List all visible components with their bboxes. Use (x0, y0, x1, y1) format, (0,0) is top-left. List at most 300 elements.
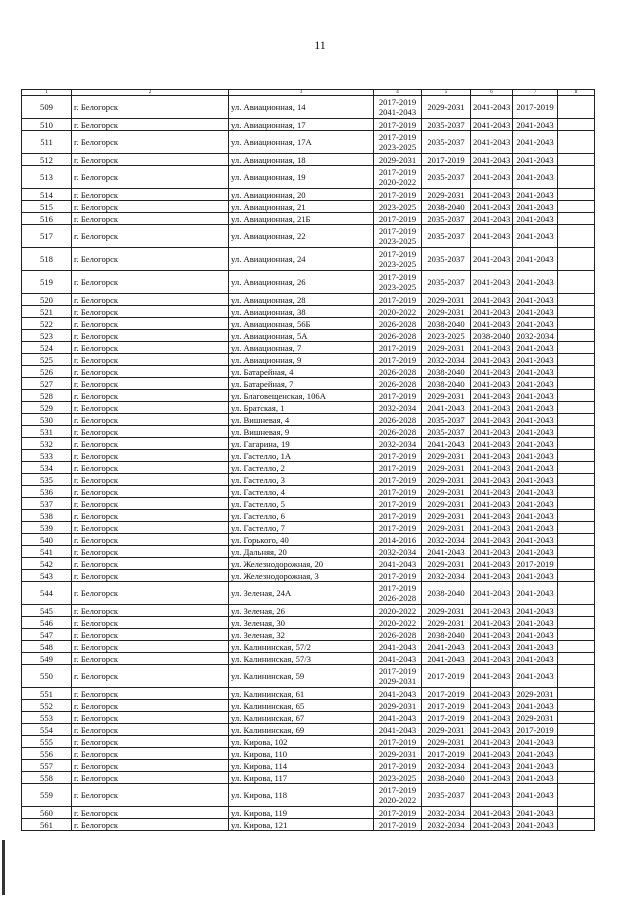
period-cell-4 (374, 819, 422, 831)
address-cell: ул. Кирова, 117 (229, 772, 374, 784)
period-cell-5: 2029-2031 (422, 724, 471, 736)
table-row (22, 201, 595, 213)
city-cell: г. Белогорск (72, 213, 229, 225)
row-number: 559 (22, 784, 72, 807)
row-number: 512 (22, 154, 72, 166)
note-cell (558, 213, 595, 225)
period-cell-5: 2017-2019 (422, 154, 471, 166)
period-value: 2017-2019 (378, 486, 417, 497)
note-cell (558, 736, 595, 748)
address-cell: ул. Благовещенская, 106А (229, 390, 374, 402)
address-cell: ул. Калининская, 67 (229, 712, 374, 724)
note-cell (558, 605, 595, 617)
table-row (22, 131, 595, 154)
table-row (22, 271, 595, 294)
period-cell-6: 2041-2043 (471, 760, 513, 772)
period-cell-4 (374, 271, 422, 294)
row-number: 518 (22, 248, 72, 271)
column-number: 5 (422, 90, 471, 96)
period-cell-6: 2041-2043 (471, 450, 513, 462)
address-cell: ул. Гастелло, 6 (229, 510, 374, 522)
period-cell-7: 2041-2043 (513, 402, 558, 414)
city-cell: г. Белогорск (72, 248, 229, 271)
note-cell (558, 131, 595, 154)
period-cell-7: 2041-2043 (513, 213, 558, 225)
note-cell (558, 96, 595, 119)
period-cell-4 (374, 498, 422, 510)
period-value: 2017-2019 (378, 97, 417, 107)
city-cell: г. Белогорск (72, 225, 229, 248)
period-cell-5: 2029-2031 (422, 510, 471, 522)
row-number: 554 (22, 724, 72, 736)
period-value: 2020-2022 (378, 177, 417, 187)
period-cell-7: 2017-2019 (513, 724, 558, 736)
period-cell-6: 2041-2043 (471, 748, 513, 760)
period-cell-4 (374, 378, 422, 390)
table-body (22, 90, 595, 831)
note-cell (558, 641, 595, 653)
column-number: 6 (471, 90, 513, 96)
note-cell (558, 438, 595, 450)
period-cell-7: 2041-2043 (513, 510, 558, 522)
note-cell (558, 748, 595, 760)
row-number: 531 (22, 426, 72, 438)
period-cell-5: 2035-2037 (422, 426, 471, 438)
table-row (22, 760, 595, 772)
period-cell-4 (374, 96, 422, 119)
period-value: 2017-2019 (378, 450, 417, 461)
city-cell: г. Белогорск (72, 498, 229, 510)
address-cell: ул. Авиационная, 7 (229, 342, 374, 354)
city-cell: г. Белогорск (72, 748, 229, 760)
period-cell-6: 2041-2043 (471, 605, 513, 617)
row-number: 521 (22, 306, 72, 318)
period-cell-4 (374, 748, 422, 760)
period-cell-7: 2041-2043 (513, 474, 558, 486)
period-cell-7: 2041-2043 (513, 390, 558, 402)
city-cell: г. Белогорск (72, 582, 229, 605)
column-number: 8 (558, 90, 595, 96)
period-cell-5: 2038-2040 (422, 201, 471, 213)
period-value: 2041-2043 (378, 641, 417, 652)
address-cell: ул. Батарейная, 4 (229, 366, 374, 378)
address-cell: ул. Гастелло, 5 (229, 498, 374, 510)
period-cell-4 (374, 688, 422, 700)
period-cell-4 (374, 366, 422, 378)
period-cell-7: 2041-2043 (513, 119, 558, 131)
table-row (22, 665, 595, 688)
note-cell (558, 330, 595, 342)
row-number: 549 (22, 653, 72, 665)
table-row (22, 366, 595, 378)
city-cell: г. Белогорск (72, 510, 229, 522)
period-cell-7: 2041-2043 (513, 271, 558, 294)
period-cell-6: 2041-2043 (471, 96, 513, 119)
table-row (22, 546, 595, 558)
period-cell-5: 2035-2037 (422, 213, 471, 225)
period-cell-4 (374, 166, 422, 189)
address-cell: ул. Гагарина, 19 (229, 438, 374, 450)
city-cell: г. Белогорск (72, 807, 229, 819)
period-value: 2023-2025 (378, 201, 417, 212)
address-cell: ул. Вишневая, 9 (229, 426, 374, 438)
address-cell: ул. Авиационная, 19 (229, 166, 374, 189)
period-cell-4 (374, 510, 422, 522)
note-cell (558, 665, 595, 688)
period-cell-5: 2041-2043 (422, 438, 471, 450)
table-row (22, 306, 595, 318)
address-cell: ул. Железнодорожная, 3 (229, 570, 374, 582)
period-cell-5: 2029-2031 (422, 294, 471, 306)
row-number: 560 (22, 807, 72, 819)
city-cell: г. Белогорск (72, 119, 229, 131)
period-value: 2020-2022 (378, 617, 417, 628)
period-cell-5: 2023-2025 (422, 330, 471, 342)
address-cell: ул. Зеленая, 30 (229, 617, 374, 629)
row-number: 545 (22, 605, 72, 617)
table-row (22, 629, 595, 641)
table-row (22, 462, 595, 474)
period-value: 2026-2028 (378, 414, 417, 425)
period-cell-7: 2041-2043 (513, 354, 558, 366)
table-row (22, 486, 595, 498)
period-cell-7: 2017-2019 (513, 558, 558, 570)
table-row (22, 119, 595, 131)
table-row (22, 318, 595, 330)
row-number: 552 (22, 700, 72, 712)
note-cell (558, 784, 595, 807)
table-row (22, 450, 595, 462)
address-cell: ул. Авиационная, 17А (229, 131, 374, 154)
period-cell-5: 2017-2019 (422, 712, 471, 724)
period-cell-5: 2029-2031 (422, 462, 471, 474)
city-cell: г. Белогорск (72, 450, 229, 462)
column-number: 4 (374, 90, 422, 96)
period-cell-7: 2041-2043 (513, 653, 558, 665)
address-cell: ул. Кирова, 118 (229, 784, 374, 807)
table-row (22, 807, 595, 819)
period-cell-5: 2029-2031 (422, 96, 471, 119)
period-value: 2026-2028 (378, 378, 417, 389)
table-row (22, 498, 595, 510)
row-number: 517 (22, 225, 72, 248)
period-cell-4 (374, 225, 422, 248)
period-value: 2023-2025 (378, 259, 417, 269)
table-row (22, 474, 595, 486)
period-cell-6: 2041-2043 (471, 390, 513, 402)
address-cell: ул. Авиационная, 56Б (229, 318, 374, 330)
period-cell-4 (374, 772, 422, 784)
address-cell: ул. Авиационная, 21 (229, 201, 374, 213)
period-cell-7: 2041-2043 (513, 748, 558, 760)
address-cell: ул. Кирова, 121 (229, 819, 374, 831)
address-cell: ул. Братская, 1 (229, 402, 374, 414)
period-cell-7: 2041-2043 (513, 450, 558, 462)
period-cell-4 (374, 700, 422, 712)
period-cell-6: 2041-2043 (471, 131, 513, 154)
address-cell: ул. Авиационная, 28 (229, 294, 374, 306)
period-cell-5: 2041-2043 (422, 402, 471, 414)
address-cell: ул. Авиационная, 21Б (229, 213, 374, 225)
period-value: 2017-2019 (378, 522, 417, 533)
row-number: 537 (22, 498, 72, 510)
city-cell: г. Белогорск (72, 438, 229, 450)
period-cell-6: 2041-2043 (471, 294, 513, 306)
period-value: 2026-2028 (378, 366, 417, 377)
period-cell-6: 2041-2043 (471, 712, 513, 724)
note-cell (558, 248, 595, 271)
period-value: 2020-2022 (378, 306, 417, 317)
note-cell (558, 225, 595, 248)
city-cell: г. Белогорск (72, 131, 229, 154)
table-row (22, 700, 595, 712)
period-cell-4 (374, 201, 422, 213)
period-value: 2017-2019 (378, 736, 417, 747)
period-cell-4 (374, 189, 422, 201)
note-cell (558, 450, 595, 462)
period-cell-6: 2041-2043 (471, 629, 513, 641)
row-number: 550 (22, 665, 72, 688)
period-cell-5: 2038-2040 (422, 318, 471, 330)
note-cell (558, 462, 595, 474)
period-cell-6: 2041-2043 (471, 784, 513, 807)
period-cell-6: 2041-2043 (471, 438, 513, 450)
period-value: 2026-2028 (378, 318, 417, 329)
row-number: 543 (22, 570, 72, 582)
note-cell (558, 522, 595, 534)
row-number: 515 (22, 201, 72, 213)
period-cell-6: 2041-2043 (471, 318, 513, 330)
period-cell-4 (374, 154, 422, 166)
period-cell-4 (374, 390, 422, 402)
note-cell (558, 772, 595, 784)
period-cell-5: 2029-2031 (422, 736, 471, 748)
city-cell: г. Белогорск (72, 166, 229, 189)
period-cell-6: 2041-2043 (471, 426, 513, 438)
city-cell: г. Белогорск (72, 641, 229, 653)
period-value: 2017-2019 (378, 272, 417, 282)
table-row (22, 510, 595, 522)
address-cell: ул. Зеленая, 26 (229, 605, 374, 617)
period-value: 2017-2019 (378, 167, 417, 177)
period-cell-5: 2032-2034 (422, 807, 471, 819)
address-cell: ул. Авиационная, 18 (229, 154, 374, 166)
period-cell-4 (374, 641, 422, 653)
period-cell-6: 2041-2043 (471, 570, 513, 582)
period-cell-7: 2041-2043 (513, 700, 558, 712)
period-cell-7: 2041-2043 (513, 438, 558, 450)
period-value: 2026-2028 (378, 629, 417, 640)
city-cell: г. Белогорск (72, 378, 229, 390)
row-number: 561 (22, 819, 72, 831)
period-cell-5: 2035-2037 (422, 131, 471, 154)
address-cell: ул. Гастелло, 4 (229, 486, 374, 498)
period-cell-5: 2017-2019 (422, 665, 471, 688)
period-cell-4 (374, 248, 422, 271)
address-cell: ул. Вишневая, 4 (229, 414, 374, 426)
period-cell-7: 2041-2043 (513, 166, 558, 189)
table-row (22, 724, 595, 736)
city-cell: г. Белогорск (72, 688, 229, 700)
table-row (22, 154, 595, 166)
period-value: 2023-2025 (378, 282, 417, 292)
period-cell-4 (374, 213, 422, 225)
period-value: 2017-2019 (378, 119, 417, 130)
note-cell (558, 546, 595, 558)
period-cell-5: 2029-2031 (422, 617, 471, 629)
period-cell-7: 2041-2043 (513, 426, 558, 438)
period-cell-4 (374, 131, 422, 154)
period-cell-5: 2032-2034 (422, 760, 471, 772)
table-row (22, 426, 595, 438)
address-cell: ул. Кирова, 102 (229, 736, 374, 748)
address-cell: ул. Калининская, 61 (229, 688, 374, 700)
period-value: 2017-2019 (378, 294, 417, 305)
period-cell-5: 2041-2043 (422, 641, 471, 653)
period-cell-5: 2032-2034 (422, 534, 471, 546)
address-cell: ул. Кирова, 119 (229, 807, 374, 819)
period-cell-5: 2017-2019 (422, 700, 471, 712)
period-cell-7: 2041-2043 (513, 760, 558, 772)
period-cell-6: 2041-2043 (471, 189, 513, 201)
period-cell-7: 2041-2043 (513, 248, 558, 271)
address-cell: ул. Калининская, 65 (229, 700, 374, 712)
period-cell-7: 2041-2043 (513, 629, 558, 641)
city-cell: г. Белогорск (72, 522, 229, 534)
period-value: 2023-2025 (378, 236, 417, 246)
period-cell-5: 2029-2031 (422, 450, 471, 462)
period-cell-4 (374, 330, 422, 342)
period-cell-5: 2029-2031 (422, 605, 471, 617)
period-cell-6: 2041-2043 (471, 522, 513, 534)
period-cell-5: 2035-2037 (422, 248, 471, 271)
period-cell-7: 2041-2043 (513, 306, 558, 318)
note-cell (558, 201, 595, 213)
period-cell-6: 2041-2043 (471, 402, 513, 414)
row-number: 547 (22, 629, 72, 641)
column-number: 3 (229, 90, 374, 96)
period-cell-4 (374, 724, 422, 736)
period-cell-7: 2041-2043 (513, 617, 558, 629)
address-cell: ул. Железнодорожная, 20 (229, 558, 374, 570)
table-row (22, 294, 595, 306)
period-cell-4 (374, 426, 422, 438)
city-cell: г. Белогорск (72, 330, 229, 342)
period-value: 2041-2043 (378, 653, 417, 664)
period-cell-6: 2041-2043 (471, 166, 513, 189)
note-cell (558, 354, 595, 366)
period-cell-6: 2041-2043 (471, 378, 513, 390)
period-cell-7: 2041-2043 (513, 498, 558, 510)
note-cell (558, 166, 595, 189)
period-cell-7: 2041-2043 (513, 807, 558, 819)
column-number: 7 (513, 90, 558, 96)
period-cell-5: 2029-2031 (422, 390, 471, 402)
period-cell-5: 2029-2031 (422, 306, 471, 318)
period-cell-4 (374, 119, 422, 131)
period-cell-4 (374, 653, 422, 665)
row-number: 509 (22, 96, 72, 119)
city-cell: г. Белогорск (72, 712, 229, 724)
address-cell: ул. Кирова, 114 (229, 760, 374, 772)
period-cell-4 (374, 736, 422, 748)
city-cell: г. Белогорск (72, 201, 229, 213)
period-cell-7: 2041-2043 (513, 582, 558, 605)
period-cell-4 (374, 534, 422, 546)
period-value: 2017-2019 (378, 462, 417, 473)
period-cell-7: 2041-2043 (513, 665, 558, 688)
city-cell: г. Белогорск (72, 402, 229, 414)
row-number: 524 (22, 342, 72, 354)
row-number: 522 (22, 318, 72, 330)
row-number: 548 (22, 641, 72, 653)
period-value: 2041-2043 (378, 558, 417, 569)
period-value: 2041-2043 (378, 724, 417, 735)
city-cell: г. Белогорск (72, 772, 229, 784)
period-value: 2029-2031 (378, 748, 417, 759)
table-row (22, 534, 595, 546)
table-row (22, 772, 595, 784)
row-number: 539 (22, 522, 72, 534)
note-cell (558, 271, 595, 294)
period-cell-4 (374, 712, 422, 724)
period-cell-6: 2041-2043 (471, 248, 513, 271)
row-number: 538 (22, 510, 72, 522)
period-cell-7: 2041-2043 (513, 784, 558, 807)
period-cell-4 (374, 294, 422, 306)
row-number: 527 (22, 378, 72, 390)
period-cell-4 (374, 582, 422, 605)
period-cell-6: 2041-2043 (471, 306, 513, 318)
note-cell (558, 617, 595, 629)
period-cell-7: 2041-2043 (513, 462, 558, 474)
address-cell: ул. Авиационная, 17 (229, 119, 374, 131)
period-cell-6: 2041-2043 (471, 225, 513, 248)
period-cell-7: 2032-2034 (513, 330, 558, 342)
period-cell-4 (374, 570, 422, 582)
period-cell-7: 2041-2043 (513, 605, 558, 617)
row-number: 525 (22, 354, 72, 366)
page-number: 11 (314, 38, 326, 52)
row-number: 520 (22, 294, 72, 306)
row-number: 510 (22, 119, 72, 131)
period-cell-6: 2041-2043 (471, 366, 513, 378)
period-cell-4 (374, 462, 422, 474)
period-cell-7: 2041-2043 (513, 318, 558, 330)
period-cell-4 (374, 402, 422, 414)
period-value: 2017-2019 (378, 510, 417, 521)
note-cell (558, 366, 595, 378)
period-value: 2017-2019 (378, 807, 417, 818)
period-cell-6: 2041-2043 (471, 558, 513, 570)
note-cell (558, 486, 595, 498)
period-value: 2017-2019 (378, 132, 417, 142)
address-cell: ул. Авиационная, 5А (229, 330, 374, 342)
note-cell (558, 474, 595, 486)
note-cell (558, 426, 595, 438)
city-cell: г. Белогорск (72, 760, 229, 772)
period-value: 2017-2019 (378, 226, 417, 236)
city-cell: г. Белогорск (72, 784, 229, 807)
table-row (22, 819, 595, 831)
row-number: 551 (22, 688, 72, 700)
row-number: 511 (22, 131, 72, 154)
period-cell-6: 2041-2043 (471, 772, 513, 784)
period-cell-6: 2041-2043 (471, 474, 513, 486)
note-cell (558, 294, 595, 306)
period-cell-5: 2041-2043 (422, 653, 471, 665)
table-row (22, 354, 595, 366)
